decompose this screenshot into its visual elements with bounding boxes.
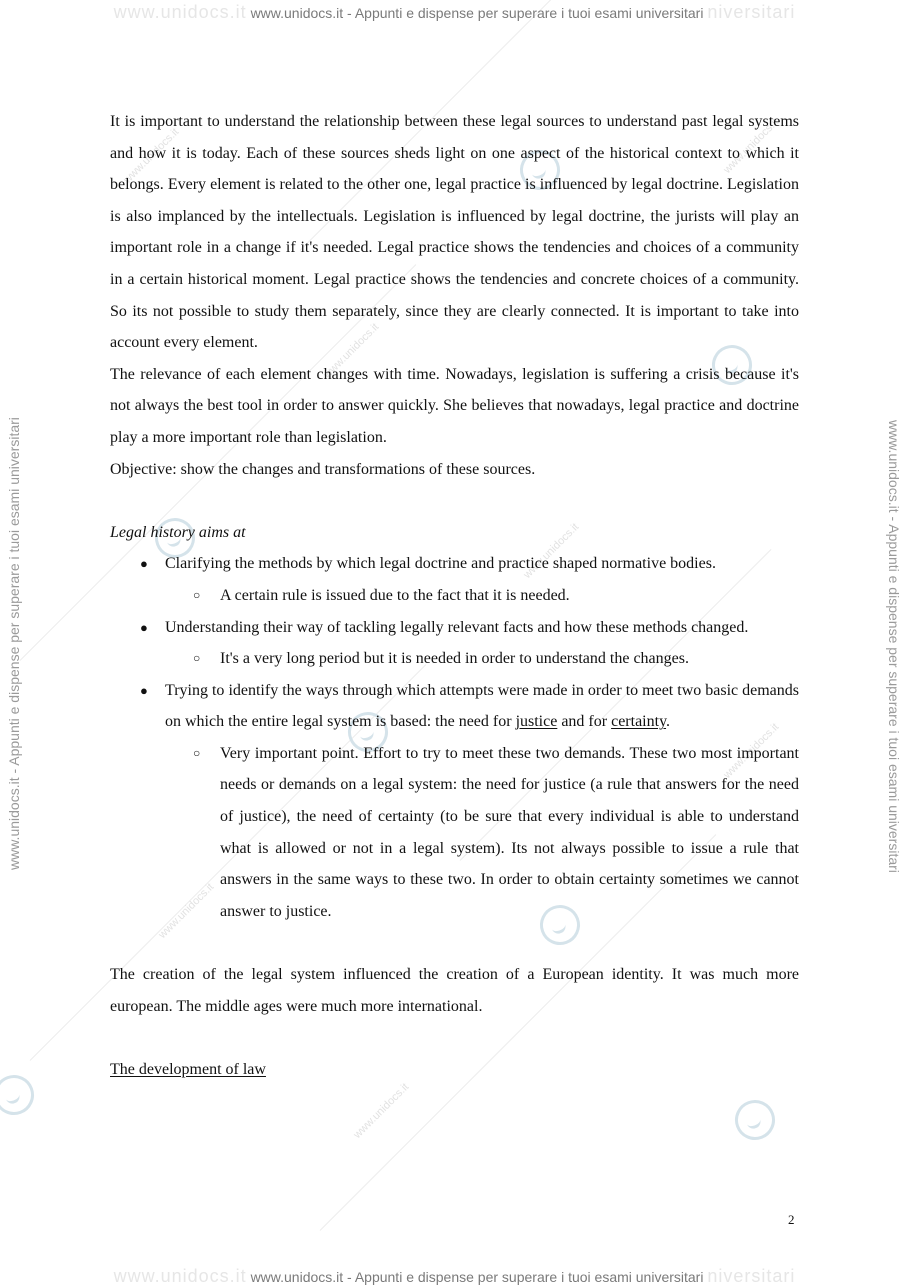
sub-list-item: [165, 580, 799, 612]
page-number: 2: [788, 1212, 795, 1227]
paragraph: The relevance of each element changes with time. Nowadays, legislation is suffering a crisis because it's not always the best tool in order to answer quickly. She believes that nowadays, legal practice and doctrine play a more important role than legislation.: [110, 365, 799, 446]
watermark-stamp: www.unidocs.it: [121, 126, 182, 186]
watermark-banner-bottom: [0, 1266, 909, 1287]
list-item-text: .: [666, 713, 671, 731]
circle-bullet-icon: ○: [193, 651, 201, 666]
sub-list: [165, 738, 799, 928]
watermark-ghost-text: niversitari: [707, 1266, 796, 1286]
bullet-icon: ●: [140, 619, 148, 635]
list-item: [110, 675, 799, 928]
watermark-stamp: www.unidocs.it: [156, 881, 217, 941]
sub-list-item-text: Very important point. Effort to try to meet these two demands. These two most important needs or demands on a legal system: the need for justice (a rule that answers for the need of justice), the need of certainty (to be sure that every individual is able to understand what is allowed or not in a legal system). Its not always possible to issue a rule that answers in the same ways to these two. In order to obtain certainty sometimes we cannot answer to justice.: [220, 744, 799, 920]
list-item-text: and for: [557, 713, 612, 731]
watermark-stamp: www.unidocs.it: [721, 721, 782, 781]
watermark-ghost-text: www.unidocs.it: [113, 2, 247, 22]
watermark-banner-right: [886, 420, 902, 873]
certainty-term: certainty: [611, 713, 667, 731]
unidocs-logo-icon: [0, 1069, 40, 1120]
list-item: [110, 548, 799, 611]
list-item-text: Trying to identify the ways through which attempts were made in order to meet two basic demands on which the entire legal system is based: the need for: [165, 681, 799, 731]
watermark-ghost-text: www.unidocs.it: [113, 1266, 247, 1286]
watermark-text: www.unidocs.it - Appunti e dispense per superare i tuoi esami universitari: [6, 417, 22, 870]
watermark-text: www.unidocs.it - Appunti e dispense per superare i tuoi esami universitari: [886, 420, 902, 873]
watermark-stamp: www.unidocs.it: [521, 521, 582, 581]
justice-term: justice: [515, 713, 558, 731]
sub-list-item-text: It's a very long period but it is needed in order to understand the changes.: [220, 650, 689, 668]
sub-list-item: [165, 738, 799, 928]
watermark-text: www.unidocs.it - Appunti e dispense per superare i tuoi esami universitari: [250, 1269, 704, 1285]
circle-bullet-icon: ○: [193, 745, 201, 760]
unidocs-logo-icon: [729, 1094, 780, 1145]
watermark-banner-top: [0, 2, 909, 23]
watermark-banner-left: [6, 417, 22, 870]
watermark-ghost-text: niversitari: [707, 2, 796, 22]
paragraph: It is important to understand the relationship between these legal sources to understand past legal systems and how it is today. Each of these sources sheds light on one aspect of the historical context to which it belongs. Every element is related to the other one, legal practice is influenced by legal doctrine. Legislation is also implanced by the intellectuals. Legislation is influenced by legal doctrine, the jurists will play an important role in a change if it's needed. Legal practice shows the tendencies and choices of a community in a certain historical moment. Legal practice shows the tendencies and concrete choices of a community. So its not possible to study them separately, since they are clearly connected. It is important to take into account every element.: [110, 113, 799, 352]
list-item-text: Understanding their way of tackling legally relevant facts and how these methods changed.: [165, 618, 749, 636]
bullet-icon: ●: [140, 556, 148, 572]
watermark-stamp: www.unidocs.it: [351, 1081, 412, 1141]
sub-list: [165, 643, 799, 675]
paragraph: The creation of the legal system influenced the creation of a European identity. It was much more european. The middle ages were much more international.: [110, 966, 799, 1015]
legal-history-list: [110, 548, 799, 927]
circle-bullet-icon: ○: [193, 587, 201, 602]
list-item-text: Clarifying the methods by which legal doctrine and practice shaped normative bodies.: [165, 555, 716, 573]
watermark-stamp: www.unidocs.it: [721, 116, 782, 176]
bullet-icon: ●: [140, 682, 148, 698]
sub-list: [165, 580, 799, 612]
list-item: [110, 612, 799, 675]
sub-list-item-text: A certain rule is issued due to the fact that it is needed.: [220, 586, 570, 604]
watermark-text: www.unidocs.it - Appunti e dispense per superare i tuoi esami universitari: [250, 5, 704, 21]
document-body: [110, 106, 799, 1085]
list-heading: Legal history aims at: [110, 523, 246, 541]
paragraph: Objective: show the changes and transformations of these sources.: [110, 460, 536, 478]
section-heading: The development of law: [110, 1060, 266, 1078]
watermark-stamp: www.unidocs.it: [321, 321, 382, 381]
sub-list-item: [165, 643, 799, 675]
